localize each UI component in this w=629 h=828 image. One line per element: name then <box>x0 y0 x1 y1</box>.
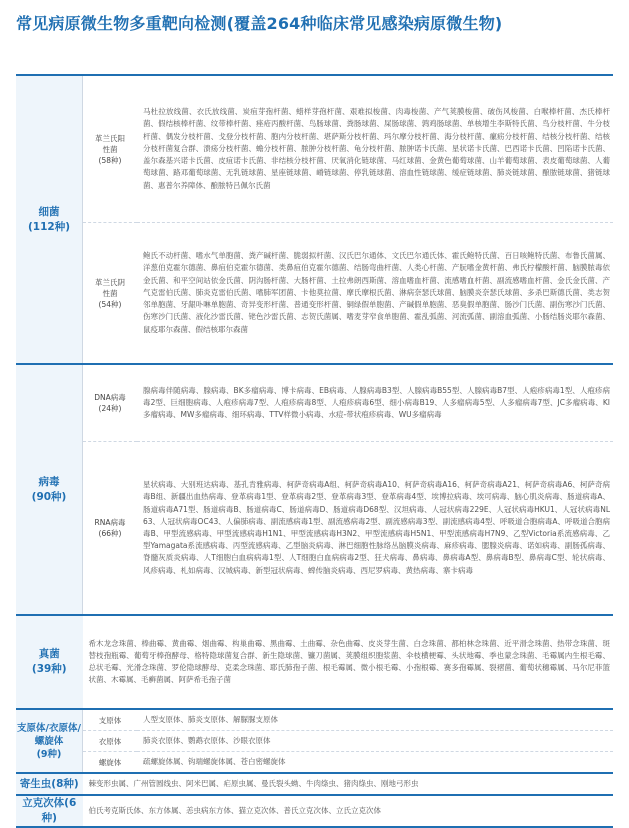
page-title: 常见病原微生物多重靶向检测(覆盖264种临床常见感染病原微生物) <box>16 14 503 33</box>
category-parasite: 寄生虫(8种) <box>16 773 83 795</box>
group-items: 疏螺旋体属、钩端螺旋体属、苍白密螺旋体 <box>137 752 613 774</box>
table-row <box>16 223 613 365</box>
table-row <box>16 364 613 442</box>
table-row <box>16 709 613 731</box>
group-items: 星状病毒、大别班达病毒、基孔肯雅病毒、柯萨奇病毒A组、柯萨奇病毒A10、柯萨奇病毒A16、柯萨奇病毒A21、柯萨奇病毒A6、柯萨奇病毒B组、新疆出血热病毒、登革病毒1型、登革病毒2型、登革病毒3型、登革病毒4型、埃博拉病毒、埃可病毒、脑心肌炎病毒、肠道病毒A、肠道病毒A71型、肠道病毒B、肠道病毒C、肠道病毒D、肠道病毒D68型、汉坦病毒、人冠状病毒229E、人冠状病毒HKU1、人冠状病毒NL63、人冠状病毒OC43、人偏肺病毒、副流感病毒1型、副流感病毒2型、副流感病毒3型、副流感病毒4型、呼吸道合胞病毒A、呼吸道合胞病毒B、甲型流感病毒、甲型流感病毒H1N1、甲型流感病毒H3N2、甲型流感病毒H5N1、甲型流感病毒H7N9、乙型Victoria系流感病毒、乙型Yamagata系流感病毒、丙型流感病毒、乙型脑炎病毒、淋巴细胞性脉络丛脑膜炎病毒、麻疹病毒、腮腺炎病毒、诺如病毒、副肠孤病毒、脊髓灰质炎病毒、人T细胞白血病病毒1型、人T细胞白血病病毒2型、狂犬病毒、鼻病毒、鼻病毒A型、鼻病毒B型、鼻病毒C型、轮状病毒、风疹病毒、札如病毒、汉城病毒、新型冠状病毒、蜱传脑炎病毒、西尼罗病毒、黄热病毒、寨卡病毒 <box>137 442 613 616</box>
group-label: 革兰氏阴性菌 <box>95 277 125 298</box>
group-items: 肺炎衣原体、鹦鹉衣原体、沙眼衣原体 <box>137 731 613 752</box>
group-gram-positive <box>83 75 138 223</box>
group-label: 革兰氏阳性菌 <box>95 133 125 154</box>
group-chlamydia: 衣原体 <box>83 731 138 752</box>
table-row <box>16 615 613 709</box>
table-row <box>16 752 613 774</box>
pathogen-table <box>16 74 613 828</box>
category-virus <box>16 364 83 615</box>
table-row <box>16 75 613 223</box>
category-name: 支原体/衣原体/螺旋体 <box>17 722 81 747</box>
category-name: 病毒 <box>38 475 60 488</box>
group-label: RNA病毒 <box>94 518 126 527</box>
group-count: (58种) <box>98 155 122 165</box>
category-rickettsia: 立克次体(6种) <box>16 795 83 827</box>
group-items: 鲍氏不动杆菌、嗜水气单胞菌、粪产碱杆菌、脆弱拟杆菌、汉氏巴尔通体、文氏巴尔通氏体、霍氏鲍特氏菌、百日咳鲍特氏菌、布鲁氏菌属、洋葱伯克霍尔德菌、鼻疽伯克霍尔德菌、类鼻疽伯克霍尔德菌、结肠弯曲杆菌、人类心杆菌、产朊嗜金黄杆菌、弗氏柠檬酸杆菌、脑膜脓毒依金氏菌、和平空间站依金氏菌、阴沟肠杆菌、大肠杆菌、土拉弗朗西斯菌、溶血嗜血杆菌、流感嗜血杆菌、副流感嗜血杆菌、金氏金氏菌、产气克雷伯氏菌、肺炎克雷伯氏菌、嗜肺军团菌、卡他莫拉菌、摩氏摩根氏菌、淋病奈瑟氏球菌、脑膜炎奈瑟氏球菌、多杀巴斯德氏菌、类志贺邻单胞菌、牙龈卟啉单胞菌、奇异变形杆菌、普通变形杆菌、铜绿假单胞菌、产碱假单胞菌、恶臭假单胞菌、肠沙门氏菌、副伤寒沙门氏菌、伤寒沙门氏菌、液化沙雷氏菌、铑色沙雷氏菌、志贺氏菌属、嗜麦芽窄食单胞菌、霍乱弧菌、河流弧菌、副溶血弧菌、小肠结肠炎耶尔森菌、鼠疫耶尔森菌、假结核耶尔森菌 <box>137 223 613 365</box>
group-items: 希木龙念珠菌、棒曲霉、黄曲霉、烟曲霉、构巢曲霉、黑曲霉、土曲霉、杂色曲霉、皮炎芽生菌、白念珠菌、都柏林念珠菌、近平滑念珠菌、热带念珠菌、斑替枝孢瓶霉、葡萄牙棒孢酵母、格特隐球菌复合群、新生隐球菌、镰刀菌属、荚膜组织胞浆菌、伞枝横梗霉、头状地霉、季也蒙念珠菌、毛霉属内生根毛霉、总状毛霉、光滑念珠菌、罗伦隐球酵母、克柔念珠菌、耶氏肺孢子菌、根毛霉属、微小根毛霉、小孢根霉、赛多孢霉属、裂褶菌、葡萄状穗霉属、马尔尼菲篮状菌、木霉属、毛癣菌属、阿萨希毛孢子菌 <box>83 615 614 709</box>
group-count: (66种) <box>98 529 122 538</box>
category-fungi <box>16 615 83 709</box>
group-label: DNA病毒 <box>94 393 126 402</box>
group-items: 棘变形虫属、广州管圆线虫、阿米巴属、疟原虫属、曼氏裂头蚴、牛肉绦虫、猪肉绦虫、刚地弓形虫 <box>83 773 614 795</box>
table-row <box>16 442 613 616</box>
category-name: 细菌 <box>38 205 60 218</box>
table-row <box>16 773 613 795</box>
category-count: (9种) <box>36 748 62 760</box>
category-count: (112种) <box>27 220 70 233</box>
group-mycoplasma: 支原体 <box>83 709 138 731</box>
category-count: (90种) <box>31 490 67 503</box>
table-row <box>16 731 613 752</box>
group-dna-virus <box>83 364 138 442</box>
category-mycoplasma <box>16 709 83 773</box>
group-count: (54种) <box>98 299 122 309</box>
group-items: 伯氏考克斯氏体、东方体属、恙虫病东方体、猫立克次体、普氏立克次体、立氏立克次体 <box>83 795 614 827</box>
group-rna-virus <box>83 442 138 616</box>
table-row <box>16 795 613 827</box>
category-name: 真菌 <box>38 648 60 660</box>
category-count: (39种) <box>31 663 67 675</box>
category-bacteria <box>16 75 83 364</box>
group-items: 马杜拉放线菌、衣氏放线菌、炭疽芽孢杆菌、蜡样芽孢杆菌、艰难拟梭菌、肉毒梭菌、产气荚膜梭菌、破伤风梭菌、白喉棒杆菌、杰氏棒杆菌、假结核棒杆菌、纹带棒杆菌、痤疮丙酸杆菌、鸟肠球菌、粪肠球菌、屎肠球菌、鹑鸡肠球菌、单核增生李斯特氏菌、鸟分枝杆菌、牛分枝杆菌、偶发分枝杆菌、戈登分枝杆菌、胞内分枝杆菌、堪萨斯分枝杆菌、玛尔摩分枝杆菌、海分枝杆菌、瘰疬分枝杆菌、结核分枝杆菌、结核分枝杆菌复合群、溃疡分枝杆菌、蟾分枝杆菌、脓肿分枝杆菌、龟分枝杆菌、脓肿诺卡氏菌、星状诺卡氏菌、巴西诺卡氏菌、凹陷诺卡氏菌、盖尔森基兴诺卡氏菌、皮疽诺卡氏菌、非结核分枝杆菌、厌氧消化链球菌、马红球菌、金黄色葡萄球菌、山羊葡萄球菌、表皮葡萄球菌、人葡萄球菌、路邓葡萄球菌、无乳链球菌、星座链球菌、嵴链球菌、停乳链球菌、溶血性链球菌、缓症链球菌、肺炎链球菌、酿脓链球菌、猪链球菌、惠普尔养障体、酿脓特吕佩尔氏菌 <box>137 75 613 223</box>
group-spirochete: 螺旋体 <box>83 752 138 774</box>
group-items: 腺病毒伴随病毒、腺病毒、BK多瘤病毒、博卡病毒、EB病毒、人腺病毒B3型、人腺病毒B55型、人腺病毒B7型、人疱疹病毒1型、人疱疹病毒2型、巨细胞病毒、人疱疹病毒7型、人疱疹病毒8型、人疱疹病毒6型、细小病毒B19、人多瘤病毒5型、人多瘤病毒7型、JC多瘤病毒、KI多瘤病毒、MW多瘤病毒、细环病毒、TTV样微小病毒、水痘-带状疱疹病毒、WU多瘤病毒 <box>137 364 613 442</box>
group-gram-negative <box>83 223 138 365</box>
group-count: (24种) <box>98 404 122 413</box>
group-items: 人型支原体、肺炎支原体、解脲脲支原体 <box>137 709 613 731</box>
